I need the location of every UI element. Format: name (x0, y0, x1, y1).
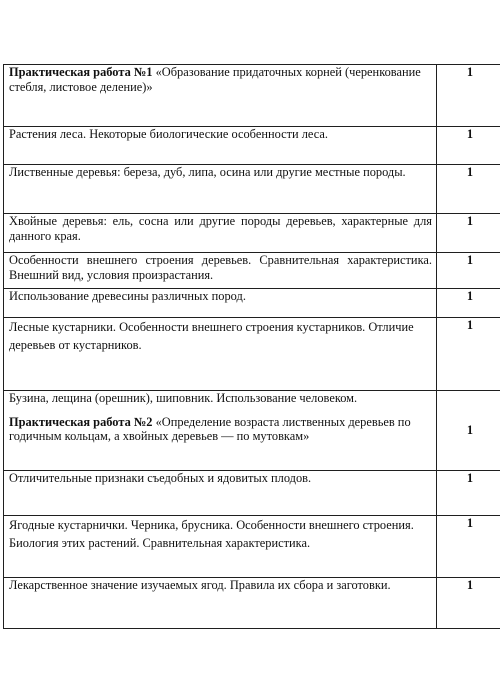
topic-text: Хвойные деревья: ель, сосна или другие породы деревьев, характерные для данного края. (9, 214, 432, 243)
topic-text: Ягодные кустарнички. Черника, брусника. Особенности внешнего строения. Биология этих растений. Сравнительная характеристика. (9, 518, 414, 550)
table-row (4, 516, 500, 578)
topic-text: Лекарственное значение изучаемых ягод. Правила их сбора и заготовки. (9, 578, 391, 592)
hours-cell (437, 127, 500, 165)
hours-value: 1 (466, 471, 474, 485)
hours-value: 1 (466, 253, 474, 267)
table-row (4, 214, 500, 253)
table-row (4, 253, 500, 289)
table-row (4, 471, 500, 516)
hours-value: 1 (466, 65, 474, 79)
practical-work-text: «Определение возраста лиственных деревьев по годичным кольцам, а хвойных деревьев — по мутовкам» (9, 414, 411, 444)
topic-text: Растения леса. Некоторые биологические особенности леса. (9, 127, 328, 141)
table-row (4, 289, 500, 318)
hours-cell (437, 65, 500, 127)
hours-value: 1 (466, 318, 474, 332)
table-row (4, 65, 500, 127)
hours-cell (437, 214, 500, 253)
hours-cell (437, 516, 500, 578)
practical-work-title: Практическая работа №2 (9, 414, 153, 429)
topic-cell (4, 516, 437, 578)
hours-value: 1 (466, 423, 474, 438)
topic-text: Лесные кустарники. Особенности внешнего строения кустарников. Отличие деревьев от кустарников. (9, 320, 414, 352)
lesson-plan-table (3, 64, 500, 629)
hours-value: 1 (466, 214, 474, 228)
topic-cell (4, 253, 437, 289)
topic-text: Бузина, лещина (орешник), шиповник. Использование человеком. (9, 391, 358, 405)
topic-cell (4, 578, 437, 629)
hours-cell (437, 471, 500, 516)
topic-cell (4, 65, 437, 127)
practical-work-title: Практическая работа №1 (9, 65, 153, 79)
topic-text: Использование древесины различных пород. (9, 289, 246, 303)
hours-cell (437, 289, 500, 318)
hours-value: 1 (466, 127, 474, 141)
table-row (4, 391, 500, 471)
hours-value: 1 (466, 578, 474, 592)
topic-cell (4, 289, 437, 318)
hours-cell (437, 165, 500, 214)
hours-value: 1 (466, 289, 474, 303)
topic-cell (4, 318, 437, 391)
table-row (4, 318, 500, 391)
hours-cell (437, 578, 500, 629)
topic-text: Лиственные деревья: береза, дуб, липа, осина или другие местные породы. (9, 165, 406, 179)
hours-value: 1 (466, 165, 474, 179)
topic-cell (4, 214, 437, 253)
topic-text: «Образование придаточных корней (черенкование стебля, листовое деление)» (9, 65, 421, 94)
topic-cell (4, 127, 437, 165)
topic-cell (4, 165, 437, 214)
topic-text: Особенности внешнего строения деревьев. Сравнительная характеристика. Внешний вид, условия произрастания. (9, 253, 432, 282)
hours-cell (437, 391, 500, 471)
hours-cell (437, 318, 500, 391)
table-row (4, 578, 500, 629)
hours-value: 1 (466, 516, 474, 530)
hours-cell (437, 253, 500, 289)
table-row (4, 165, 500, 214)
topic-cell (4, 391, 437, 471)
topic-text: Отличительные признаки съедобных и ядовитых плодов. (9, 471, 312, 485)
table-row (4, 127, 500, 165)
practical-work-block (9, 415, 432, 444)
topic-cell (4, 471, 437, 516)
